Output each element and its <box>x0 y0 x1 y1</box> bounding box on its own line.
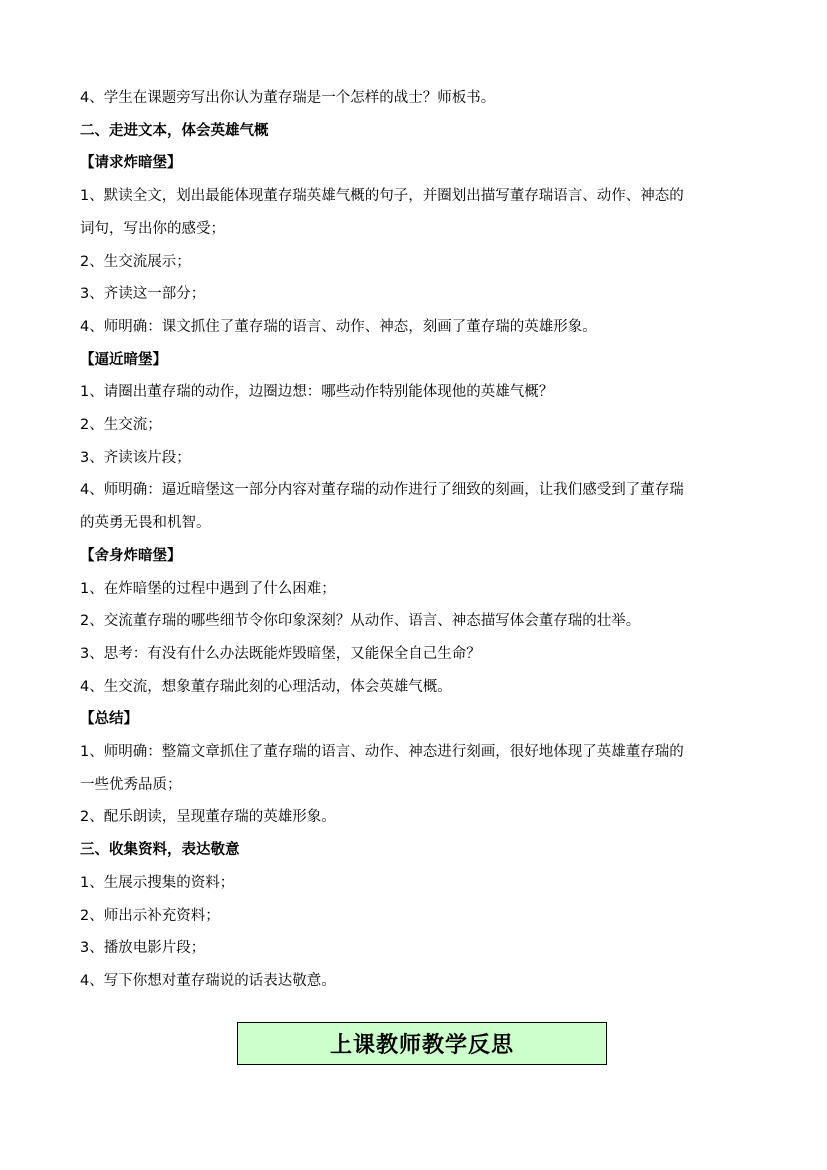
text-line: 3、思考：有没有什么办法既能炸毁暗堡，又能保全自己生命？ <box>80 645 481 662</box>
text-line: 1、请圈出董存瑞的动作，边圈边想：哪些动作特别能体现他的英雄气概？ <box>80 384 554 401</box>
section-heading: 【总结】 <box>80 711 138 728</box>
text-line: 词句，写出你的感受； <box>80 220 225 237</box>
text-line: 4、学生在课题旁写出你认为董存瑞是一个怎样的战士？师板书。 <box>80 90 496 106</box>
text-line: 一些优秀品质； <box>80 776 182 793</box>
text-line: 3、齐读这一部分； <box>80 286 206 303</box>
document-body <box>80 82 772 998</box>
text-line: 3、齐读该片段； <box>80 449 191 466</box>
text-line: 2、配乐朗读，呈现董存瑞的英雄形象。 <box>80 809 336 826</box>
text-line: 2、师出示补充资料； <box>80 907 220 924</box>
section-heading: 【舍身炸暗堡】 <box>80 547 182 564</box>
section-heading: 二、走进文本，体会英雄气概 <box>80 122 269 139</box>
text-line: 1、默读全文，划出最能体现董存瑞英雄气概的句子，并圈划出描写董存瑞语言、动作、神态的 <box>80 188 684 205</box>
text-line: 2、生交流展示； <box>80 253 191 270</box>
reflection-title: 上课教师教学反思 <box>329 1033 514 1058</box>
text-line: 的英勇无畏和机智。 <box>80 515 211 532</box>
text-line: 2、交流董存瑞的哪些细节令你印象深刻？从动作、语言、神态描写体会董存瑞的壮举。 <box>80 613 641 630</box>
section-heading: 【逼近暗堡】 <box>80 351 167 368</box>
text-line: 4、写下你想对董存瑞说的话表达敬意。 <box>80 972 336 989</box>
text-line: 1、师明确：整篇文章抓住了董存瑞的语言、动作、神态进行刻画，很好地体现了英雄董存瑞的 <box>80 744 684 761</box>
text-line: 4、师明确：逼近暗堡这一部分内容对董存瑞的动作进行了细致的刻画，让我们感受到了董存瑞 <box>80 482 684 499</box>
text-line: 1、生展示搜集的资料； <box>80 874 235 891</box>
text-line: 1、在炸暗堡的过程中遇到了什么困难； <box>80 580 336 597</box>
section-heading: 三、收集资料，表达敬意 <box>80 842 240 859</box>
reflection-title-box <box>237 1022 607 1065</box>
text-line: 4、师明确：课文抓住了董存瑞的语言、动作、神态，刻画了董存瑞的英雄形象。 <box>80 318 597 335</box>
text-line: 2、生交流； <box>80 417 162 434</box>
text-line: 4、生交流，想象董存瑞此刻的心理活动，体会英雄气概。 <box>80 678 452 695</box>
text-line: 3、播放电影片段； <box>80 940 206 957</box>
section-heading: 【请求炸暗堡】 <box>80 155 182 172</box>
